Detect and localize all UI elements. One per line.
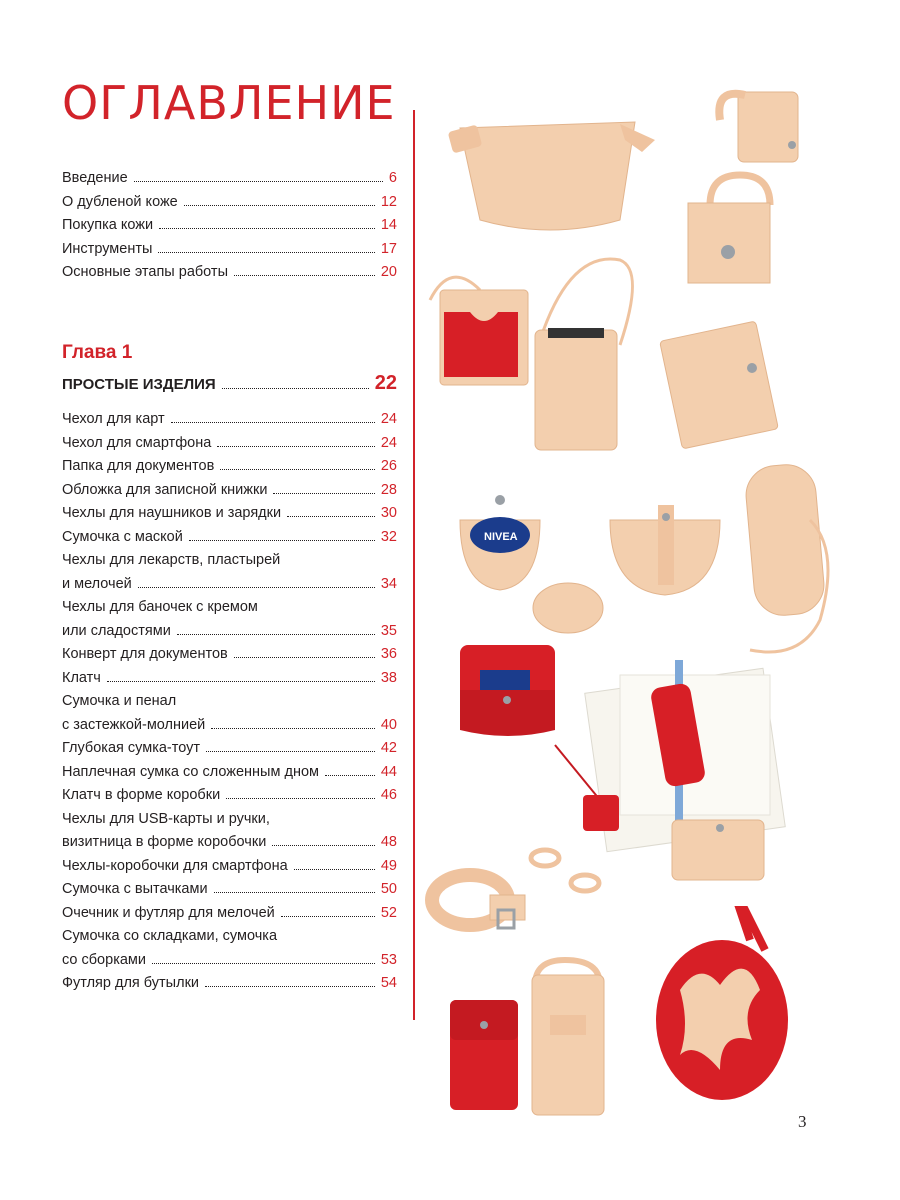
leader-dots bbox=[272, 836, 375, 846]
toc-entry[interactable] bbox=[62, 693, 397, 717]
toc-entry-page: 12 bbox=[380, 193, 397, 210]
toc-entry[interactable] bbox=[62, 599, 397, 623]
toc-entry[interactable] bbox=[62, 764, 397, 788]
section-page-number: 22 bbox=[374, 372, 397, 394]
toc-entry-page: 28 bbox=[380, 481, 397, 498]
toc-entry-page: 14 bbox=[380, 217, 397, 233]
toc-entry[interactable] bbox=[62, 928, 397, 952]
toc-entry-page: 46 bbox=[380, 787, 397, 803]
toc-entry[interactable] bbox=[62, 717, 397, 741]
toc-entry-label: Покупка кожи bbox=[62, 217, 154, 233]
toc-entry-label: О дубленой коже bbox=[62, 193, 178, 210]
bracelet-illustration bbox=[432, 875, 525, 928]
toc-entry-label: Наплечная сумка со сложенным дном bbox=[62, 763, 319, 780]
toc-entry[interactable] bbox=[62, 975, 397, 999]
toc-entry-page: 50 bbox=[380, 881, 397, 897]
rings-illustration bbox=[531, 850, 599, 891]
section-title: ПРОСТЫЕ ИЗДЕЛИЯ bbox=[62, 376, 216, 393]
leader-dots bbox=[234, 266, 375, 276]
toc-entry-label: визитница в форме коробочки bbox=[62, 834, 267, 850]
toc-entry-page: 42 bbox=[380, 740, 397, 756]
leader-dots bbox=[294, 860, 375, 870]
toc-entry-label: Конверт для документов bbox=[62, 646, 228, 662]
toc-entry-page: 6 bbox=[388, 170, 397, 186]
natural-phone-box-illustration bbox=[532, 960, 604, 1115]
leader-dots bbox=[234, 648, 375, 658]
toc-entry-label: Чехлы для лекарств, пластырей bbox=[62, 552, 281, 568]
leader-dots bbox=[211, 719, 375, 729]
small-box-illustration bbox=[719, 92, 798, 162]
toc-entry-page: 26 bbox=[380, 458, 397, 474]
toc-entry[interactable] bbox=[62, 576, 397, 600]
toc-entry-label: Очечник и футляр для мелочей bbox=[62, 904, 275, 921]
leader-dots bbox=[205, 977, 375, 987]
product-photo-collage bbox=[420, 80, 900, 1130]
toc-entry-label: Чехол для смартфона bbox=[62, 434, 212, 451]
toc-entry[interactable] bbox=[62, 740, 397, 764]
toc-entry-label: Глубокая сумка-тоут bbox=[62, 740, 201, 756]
leader-dots bbox=[214, 883, 375, 893]
red-card-pouch-illustration bbox=[460, 645, 555, 736]
leader-dots bbox=[171, 413, 375, 423]
toc-entry-label: Сумочка со складками, сумочка bbox=[62, 928, 278, 944]
nivea-label: NIVEA bbox=[484, 531, 518, 543]
toc-entry[interactable] bbox=[62, 264, 397, 288]
toc-entry-label: Клатч в форме коробки bbox=[62, 787, 221, 803]
leader-dots bbox=[222, 379, 369, 389]
toc-entry-page: 53 bbox=[380, 951, 397, 968]
toc-entry[interactable] bbox=[62, 787, 397, 811]
toc-entry[interactable] bbox=[62, 458, 397, 482]
chapter-label: Глава 1 bbox=[62, 342, 133, 363]
leader-dots bbox=[206, 742, 375, 752]
toc-entry-page: 34 bbox=[380, 575, 397, 592]
toc-entry-label: Чехлы для наушников и зарядки bbox=[62, 505, 282, 521]
toc-entry[interactable] bbox=[62, 482, 397, 506]
toc-entry-page: 44 bbox=[380, 763, 397, 780]
toc-entry[interactable] bbox=[62, 435, 397, 459]
toc-entry-page: 17 bbox=[380, 240, 397, 257]
toc-entry[interactable] bbox=[62, 552, 397, 576]
toc-entry[interactable] bbox=[62, 811, 397, 835]
toc-entry-label: Введение bbox=[62, 170, 128, 186]
toc-entry-label: Чехлы-коробочки для смартфона bbox=[62, 857, 288, 874]
page-number: 3 bbox=[798, 1112, 807, 1131]
toc-entry-label: Папка для документов bbox=[62, 458, 215, 474]
toc-entry-page: 20 bbox=[380, 264, 397, 280]
toc-entry-page: 38 bbox=[380, 669, 397, 686]
toc-entry-label: Инструменты bbox=[62, 240, 153, 257]
toc-entry[interactable] bbox=[62, 241, 397, 265]
page-title: ОГЛАВЛЕНИЕ bbox=[62, 76, 396, 130]
notebook-cover-illustration bbox=[660, 321, 779, 449]
toc-entry-label: Чехол для карт bbox=[62, 411, 165, 427]
toc-entry-page: 48 bbox=[380, 834, 397, 850]
toc-entry[interactable] bbox=[62, 217, 397, 241]
toc-entry-page: 24 bbox=[380, 411, 397, 427]
toc-entry-label: с застежкой-молнией bbox=[62, 716, 206, 733]
chapter-toc bbox=[62, 411, 397, 999]
intro-toc bbox=[62, 170, 397, 288]
toc-entry-label: Основные этапы работы bbox=[62, 264, 228, 280]
toc-entry-label: со сборками bbox=[62, 951, 146, 968]
leader-dots bbox=[226, 789, 375, 799]
toc-entry[interactable] bbox=[62, 881, 397, 905]
toc-entry-page: 35 bbox=[380, 622, 397, 639]
toc-entry[interactable] bbox=[62, 623, 397, 647]
toc-entry[interactable] bbox=[62, 529, 397, 553]
leader-dots bbox=[189, 531, 375, 541]
toc-entry[interactable] bbox=[62, 170, 397, 194]
toc-entry-label: Сумочка и пенал bbox=[62, 693, 177, 709]
phone-holder-illustration bbox=[535, 259, 633, 450]
toc-entry-page: 49 bbox=[380, 857, 397, 874]
leader-dots bbox=[287, 507, 375, 517]
red-phone-box-illustration bbox=[450, 1000, 518, 1110]
leader-dots bbox=[138, 578, 375, 588]
toc-entry-label: Клатч bbox=[62, 669, 101, 686]
toc-entry-page: 40 bbox=[380, 716, 397, 733]
leader-dots bbox=[273, 484, 374, 494]
leader-dots bbox=[158, 243, 374, 253]
leader-dots bbox=[159, 219, 375, 229]
leader-dots bbox=[217, 437, 375, 447]
toc-entry-label: или сладостями bbox=[62, 622, 171, 639]
square-bag-illustration bbox=[688, 175, 770, 283]
leader-dots bbox=[184, 196, 375, 206]
round-bag-illustration bbox=[656, 910, 788, 1100]
leader-dots bbox=[177, 625, 375, 635]
toc-entry-page: 30 bbox=[380, 505, 397, 521]
tool-roll-illustration bbox=[744, 462, 828, 652]
toc-entry-page: 36 bbox=[380, 646, 397, 662]
toc-entry-page: 52 bbox=[380, 904, 397, 921]
toc-entry[interactable] bbox=[62, 858, 397, 882]
toc-entry-page: 32 bbox=[380, 528, 397, 545]
toc-entry-label: Сумочка с вытачками bbox=[62, 881, 208, 897]
leader-dots bbox=[220, 460, 375, 470]
toc-entry[interactable] bbox=[62, 194, 397, 218]
toc-entry[interactable] bbox=[62, 952, 397, 976]
toc-entry[interactable] bbox=[62, 411, 397, 435]
leader-dots bbox=[325, 766, 375, 776]
leader-dots bbox=[107, 672, 375, 682]
leader-dots bbox=[281, 907, 375, 917]
toc-entry-label: Футляр для бутылки bbox=[62, 975, 200, 991]
earphone-case-illustration bbox=[610, 505, 720, 595]
toc-entry[interactable] bbox=[62, 505, 397, 529]
toc-entry-label: Чехлы для баночек с кремом bbox=[62, 599, 258, 615]
toc-entry[interactable] bbox=[62, 670, 397, 694]
leader-dots bbox=[152, 954, 375, 964]
toc-entry-label: Сумочка с маской bbox=[62, 528, 183, 545]
toc-entry-label: и мелочей bbox=[62, 575, 132, 592]
red-vertical-rule bbox=[413, 110, 415, 1020]
leader-dots bbox=[134, 172, 383, 182]
toc-entry-label: Чехлы для USB-карты и ручки, bbox=[62, 810, 270, 827]
toc-entry-label: Обложка для записной книжки bbox=[62, 481, 268, 498]
toc-entry[interactable] bbox=[62, 646, 397, 670]
toc-entry[interactable] bbox=[62, 905, 397, 929]
zip-pouch-illustration bbox=[448, 122, 655, 230]
toc-entry-page: 24 bbox=[380, 434, 397, 451]
card-wallet-illustration bbox=[672, 820, 764, 880]
toc-entry-page: 54 bbox=[380, 975, 397, 991]
card-holder-illustration bbox=[430, 277, 528, 385]
coin-pouch-illustration bbox=[460, 495, 603, 633]
toc-entry[interactable] bbox=[62, 834, 397, 858]
section-heading[interactable] bbox=[62, 372, 397, 395]
